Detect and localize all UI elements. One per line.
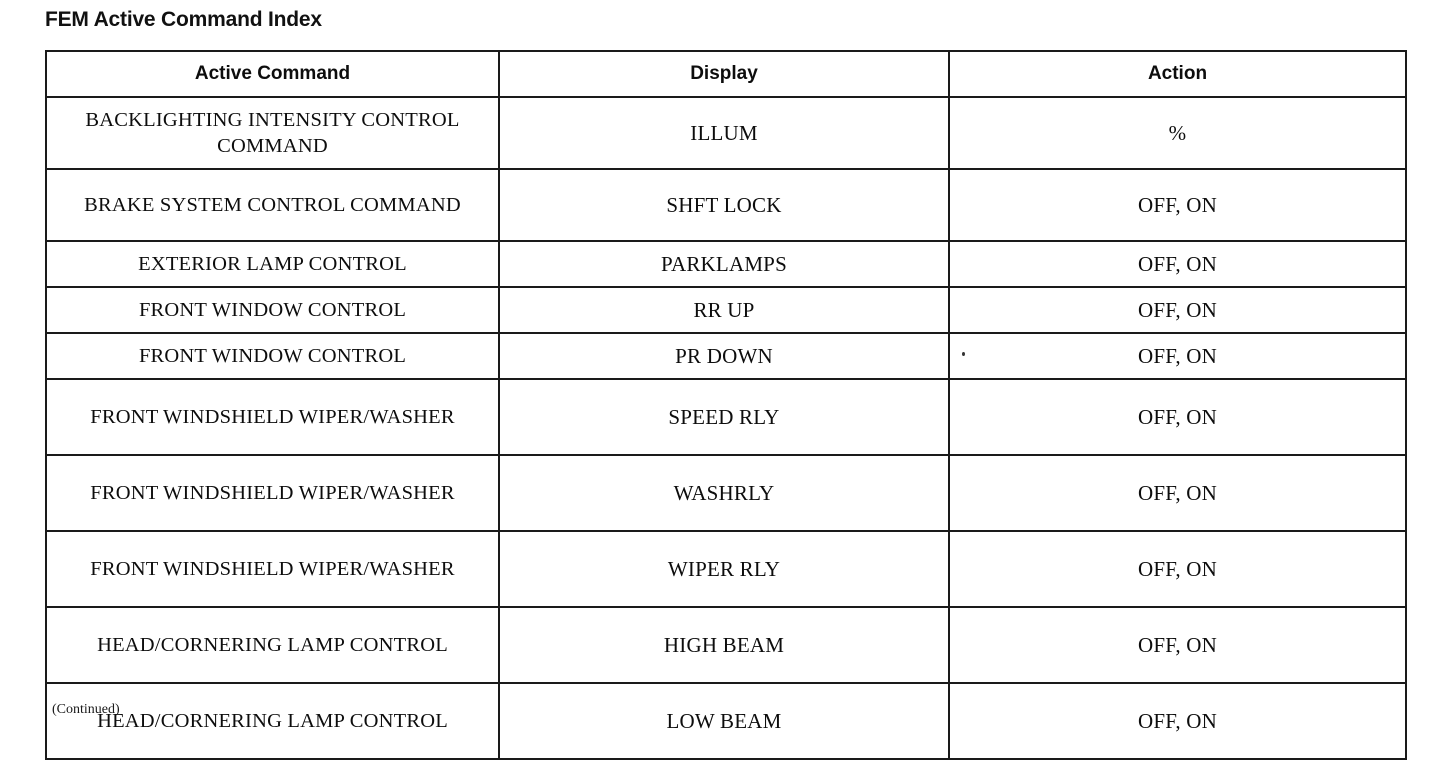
- table-header: [46, 51, 1406, 97]
- table-row: [46, 379, 1406, 455]
- cell-action: OFF, ON: [949, 379, 1406, 455]
- cell-action: OFF, ON: [949, 607, 1406, 683]
- table-row: [46, 97, 1406, 169]
- page-title: FEM Active Command Index: [45, 8, 322, 31]
- column-header-display: Display: [499, 51, 949, 97]
- scan-speck: [962, 352, 965, 356]
- cell-active-command: HEAD/CORNERING LAMP CONTROL: [46, 683, 499, 759]
- cell-display: WASHRLY: [499, 455, 949, 531]
- cell-display: PR DOWN: [499, 333, 949, 379]
- cell-display: LOW BEAM: [499, 683, 949, 759]
- table-header-row: [46, 51, 1406, 97]
- cell-action: %: [949, 97, 1406, 169]
- cell-display: WIPER RLY: [499, 531, 949, 607]
- cell-active-command: FRONT WINDSHIELD WIPER/WASHER: [46, 455, 499, 531]
- cell-display: SHFT LOCK: [499, 169, 949, 241]
- column-header-active-command: Active Command: [46, 51, 499, 97]
- cell-action: OFF, ON: [949, 455, 1406, 531]
- cell-action: OFF, ON: [949, 333, 1406, 379]
- cell-active-command: FRONT WINDSHIELD WIPER/WASHER: [46, 379, 499, 455]
- cell-action: OFF, ON: [949, 531, 1406, 607]
- cell-display: PARKLAMPS: [499, 241, 949, 287]
- table-row: [46, 287, 1406, 333]
- cell-display: ILLUM: [499, 97, 949, 169]
- cell-action: OFF, ON: [949, 683, 1406, 759]
- table-row: [46, 683, 1406, 759]
- table-row: [46, 607, 1406, 683]
- continued-note: (Continued): [52, 702, 120, 717]
- table-row: [46, 169, 1406, 241]
- column-header-action: Action: [949, 51, 1406, 97]
- table-row: [46, 531, 1406, 607]
- cell-action: OFF, ON: [949, 169, 1406, 241]
- cell-display: HIGH BEAM: [499, 607, 949, 683]
- cell-active-command: BACKLIGHTING INTENSITY CONTROL COMMAND: [46, 97, 499, 169]
- cell-display: SPEED RLY: [499, 379, 949, 455]
- cell-display: RR UP: [499, 287, 949, 333]
- table-row: [46, 241, 1406, 287]
- command-index-table-wrapper: [45, 50, 1405, 760]
- table-row: [46, 455, 1406, 531]
- cell-active-command: EXTERIOR LAMP CONTROL: [46, 241, 499, 287]
- command-index-table: [45, 50, 1407, 760]
- cell-action: OFF, ON: [949, 241, 1406, 287]
- cell-active-command: FRONT WINDOW CONTROL: [46, 333, 499, 379]
- table-row: [46, 333, 1406, 379]
- cell-active-command: BRAKE SYSTEM CONTROL COMMAND: [46, 169, 499, 241]
- table-body: [46, 97, 1406, 759]
- cell-action: OFF, ON: [949, 287, 1406, 333]
- cell-active-command: FRONT WINDSHIELD WIPER/WASHER: [46, 531, 499, 607]
- cell-active-command: HEAD/CORNERING LAMP CONTROL: [46, 607, 499, 683]
- cell-active-command: FRONT WINDOW CONTROL: [46, 287, 499, 333]
